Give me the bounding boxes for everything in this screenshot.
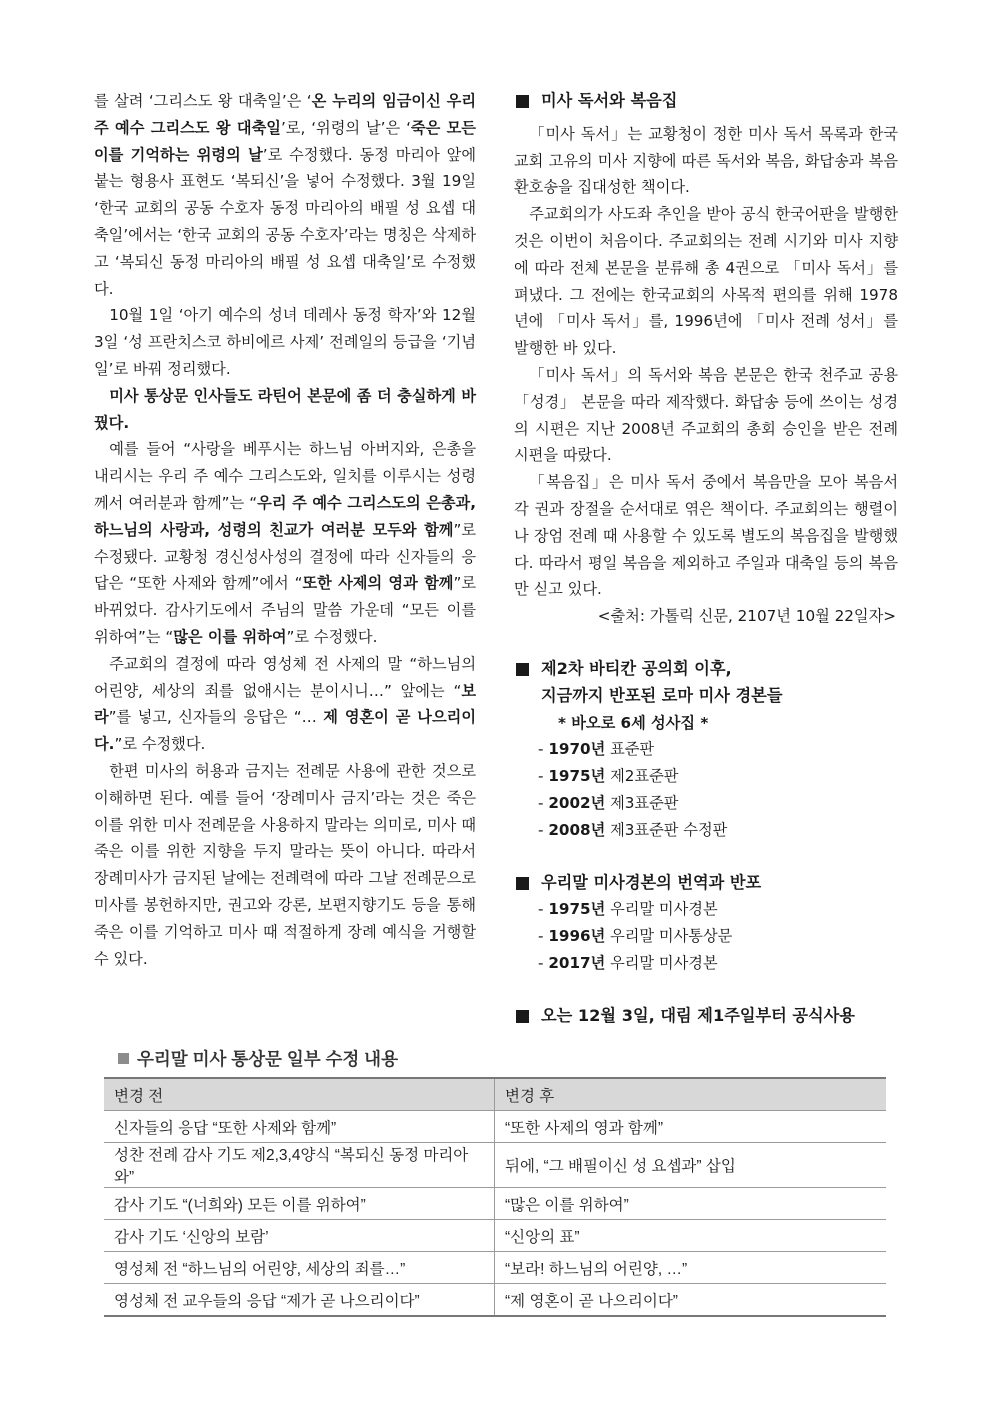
changes-table-section bbox=[104, 1046, 886, 1317]
spacer bbox=[514, 844, 898, 870]
section-heading-missals bbox=[514, 656, 898, 710]
square-bullet-icon bbox=[516, 95, 529, 108]
subheading-paul-vi: * 바오로 6세 성사집 * bbox=[558, 713, 709, 732]
cell-after: “보라! 하느님의 어린양, …” bbox=[495, 1252, 887, 1284]
section-heading-official-use bbox=[514, 1003, 898, 1030]
item-text: 우리말 미사경본 bbox=[605, 953, 718, 972]
bold-text-run: 제 영혼이 곧 나으리이다. bbox=[94, 708, 476, 754]
bold-text-run: 보라 bbox=[94, 681, 476, 727]
year: 2017년 bbox=[548, 953, 606, 972]
year: 1970년 bbox=[548, 740, 606, 759]
paragraph-feast-names bbox=[94, 88, 476, 302]
dash: - bbox=[538, 927, 549, 946]
bold-text-run: 온 누리의 임금이신 우리 주 예수 그리스도 왕 대축일 bbox=[94, 92, 476, 137]
changes-table bbox=[104, 1077, 886, 1317]
year: 1996년 bbox=[548, 927, 606, 946]
paragraph-bible-text: 「미사 독서」의 독서와 복음 본문은 한국 천주교 공용 「성경」 본문을 따라 제작했다. 화답송 등에 쓰이는 성경의 시편은 지난 2008년 주교회의 총회 승인을 받은 전례 시편을 따랐다. bbox=[514, 365, 898, 465]
bold-text-run: 또한 사제의 영과 함께 bbox=[302, 574, 454, 593]
table-row bbox=[104, 1188, 886, 1220]
text-run: 를 살려 ‘그리스도 왕 대축일’은 ‘ bbox=[94, 92, 312, 110]
section-heading-readings bbox=[514, 88, 898, 115]
square-bullet-icon bbox=[516, 877, 529, 890]
list-item bbox=[538, 950, 898, 977]
text-run: ”로 수정했다. bbox=[114, 735, 206, 754]
dash: - bbox=[538, 820, 549, 839]
left-column bbox=[94, 88, 476, 972]
item-text: 우리말 미사통상문 bbox=[605, 927, 733, 946]
item-text: 제3표준판 bbox=[605, 793, 679, 812]
table-row bbox=[104, 1284, 886, 1317]
cell-before: 성찬 전례 감사 기도 제2,3,4양식 “복되신 동정 마리아와” bbox=[104, 1143, 495, 1188]
dash: - bbox=[538, 900, 549, 919]
text-run: ”로 수정됐다. 교황청 경신성사성의 결정에 따라 신자들의 응답은 “또한 사제와 함께”에서 “ bbox=[94, 520, 476, 593]
item-text: 표준판 bbox=[605, 740, 655, 759]
square-bullet-icon bbox=[118, 1053, 129, 1064]
table-row bbox=[104, 1220, 886, 1252]
bold-text-run: 우리 주 예수 그리스도의 은총과, 하느님의 사랑과, 성령의 친교가 여러분 모두와 함께 bbox=[94, 493, 476, 539]
cell-after: “신앙의 표” bbox=[495, 1220, 887, 1252]
table-row bbox=[104, 1143, 886, 1188]
source-citation: <출처: 가톨릭 신문, 2107년 10월 22일자> bbox=[597, 607, 896, 626]
paragraph-lectionary: 「미사 독서」는 교황청이 정한 미사 독서 목록과 한국교회 고유의 미사 지향에 따른 독서와 복음, 화답송과 복음 환호송을 집대성한 책이다. bbox=[514, 124, 898, 197]
header-after: 변경 후 bbox=[495, 1078, 887, 1111]
text-run: 주교회의 결정에 따라 영성체 전 사제의 말 “하느님의 어린양, 세상의 죄를 없애시는 분이시니…” 앞에는 “ bbox=[94, 654, 476, 700]
year: 2008년 bbox=[548, 820, 606, 839]
section-heading-korean-missals bbox=[514, 870, 898, 897]
paragraph-communion bbox=[94, 651, 476, 758]
table-row bbox=[104, 1252, 886, 1284]
table-row bbox=[104, 1111, 886, 1143]
cell-before: 신자들의 응답 “또한 사제와 함께” bbox=[104, 1111, 495, 1143]
heading-line: 제2차 바티칸 공의회 이후, bbox=[541, 658, 732, 678]
bold-text-run: 많은 이를 위하여 bbox=[173, 627, 287, 646]
text-run: 예를 들어 “사랑을 베푸시는 하느님 아버지와, 은총을 내리시는 우리 주 예수 그리스도와, 일치를 이루시는 성령께서 여러분과 함께”는 “ bbox=[94, 440, 476, 512]
list-item bbox=[538, 817, 898, 844]
paragraph-gospel-book: 「복음집」은 미사 독서 중에서 복음만을 모아 복음서 각 권과 장절을 순서대로 엮은 책이다. 주교회의는 행렬이나 장엄 전례 때 사용할 수 있도록 별도의 복음집을 발행했다. 따라서 평일 복음을 제외하고 주일과 대축일 등의 복음만 싣고 있다. bbox=[514, 473, 898, 599]
dash: - bbox=[538, 793, 549, 812]
cell-before: 감사 기도 “(너희와) 모든 이를 위하여” bbox=[104, 1188, 495, 1220]
paragraph-funeral-mass: 한편 미사의 허용과 금지는 전례문 사용에 관한 것으로 이해하면 된다. 예를 들어 ‘장례미사 금지’라는 것은 죽은 이를 위한 미사 전례문을 사용하지 말라는 의미로, 미사 때 죽은 이를 위한 지향을 두지 말라는 뜻이 아니다. 따라서 장례미사가 금지된 날에는 전례력에 따라 그날 전례문으로 미사를 봉헌하지만, 권고와 강론, 보편지향기도 등을 통해 죽은 이를 기억하고 미사 때 적절하게 장례 예식을 거행할 수 있다. bbox=[94, 761, 476, 968]
table-header-row bbox=[104, 1078, 886, 1111]
year: 2002년 bbox=[548, 793, 606, 812]
cell-after: “제 영혼이 곧 나으리이다” bbox=[495, 1284, 887, 1317]
cell-after: “또한 사제의 영과 함께” bbox=[495, 1111, 887, 1143]
text-run: ”로 바뀌었다. 감사기도에서 주님의 말씀 가운데 “모든 이를 위하여”는 “ bbox=[94, 574, 476, 646]
heading-text: 우리말 미사경본의 번역과 반포 bbox=[541, 872, 762, 892]
cell-before: 영성체 전 교우들의 응답 “제가 곧 나으리이다” bbox=[104, 1284, 495, 1317]
dash: - bbox=[538, 740, 549, 759]
spacer bbox=[514, 630, 898, 656]
paragraph-greetings-heading: 미사 통상문 인사들도 라틴어 본문에 좀 더 충실하게 바꿨다. bbox=[94, 386, 476, 432]
paragraph-memorial-days: 10월 1일 ‘아기 예수의 성녀 데레사 동정 학자’와 12월 3일 ‘성 프란치스코 하비에르 사제’ 전례일의 등급을 ‘기념일’로 바꿔 정리했다. bbox=[94, 306, 476, 378]
year: 1975년 bbox=[548, 900, 606, 919]
header-before: 변경 전 bbox=[104, 1078, 495, 1111]
paragraph-korean-edition: 주교회의가 사도좌 추인을 받아 공식 한국어판을 발행한 것은 이번이 처음이다. 주교회의는 전례 시기와 미사 지향에 따라 전체 본문을 분류해 총 4권으로 「미사 독서」를 펴냈다. 그 전에는 한국교회의 사목적 편의를 위해 1978년에 「미사 독서」를, 1996년에 「미사 전례 성서」를 발행한 바 있다. bbox=[514, 205, 898, 358]
square-bullet-icon bbox=[516, 1010, 529, 1023]
year: 1975년 bbox=[548, 767, 606, 786]
spacer bbox=[514, 977, 898, 1003]
list-item bbox=[538, 896, 898, 923]
list-item bbox=[538, 790, 898, 817]
item-text: 제3표준판 수정판 bbox=[605, 820, 728, 839]
heading-text: 미사 독서와 복음집 bbox=[541, 91, 678, 110]
list-item bbox=[538, 736, 898, 763]
cell-before: 감사 기도 ‘신앙의 보람’ bbox=[104, 1220, 495, 1252]
list-item bbox=[538, 763, 898, 790]
table-title bbox=[118, 1046, 886, 1071]
item-text: 제2표준판 bbox=[605, 767, 679, 786]
list-item bbox=[538, 923, 898, 950]
text-run: ”를 넣고, 신자들의 응답은 “… bbox=[108, 708, 324, 727]
cell-after: 뒤에, “그 배필이신 성 요셉과” 삽입 bbox=[495, 1143, 887, 1188]
cell-before: 영성체 전 “하느님의 어린양, 세상의 죄를…” bbox=[104, 1252, 495, 1284]
dash: - bbox=[538, 767, 549, 786]
cell-after: “많은 이를 위하여” bbox=[495, 1188, 887, 1220]
heading-text: 오는 12월 3일, 대림 제1주일부터 공식사용 bbox=[541, 1005, 855, 1025]
text-run: ’로, ‘위령의 날’은 ‘ bbox=[280, 118, 411, 137]
paragraph-greetings-examples bbox=[94, 436, 476, 650]
bold-text-run: 죽은 모든 이를 기억하는 위령의 날 bbox=[94, 118, 476, 164]
heading-line: 지금까지 반포된 로마 미사 경본들 bbox=[541, 685, 783, 705]
heading-text bbox=[541, 656, 898, 710]
korean-missals-list bbox=[514, 896, 898, 976]
square-bullet-icon bbox=[516, 663, 529, 676]
item-text: 우리말 미사경본 bbox=[605, 900, 718, 919]
text-run: ’로 수정했다. 동정 마리아 앞에 붙는 형용사 표현도 ‘복되신’을 넣어 수정했다. 3월 19일 ‘한국 교회의 공동 수호자 동정 마리아의 배필 성 요셉 대축일’에서는 ‘한국 교회의 공동 수호자’라는 명칭은 삭제하고 ‘복되신 동정 마리아의 배필 성 요셉 대축일’로 수정했다. bbox=[94, 145, 476, 298]
missal-editions-list bbox=[514, 736, 898, 843]
text-run: ”로 수정했다. bbox=[286, 627, 378, 646]
right-column bbox=[514, 88, 898, 1030]
dash: - bbox=[538, 953, 549, 972]
table-title-text: 우리말 미사 통상문 일부 수정 내용 bbox=[137, 1049, 398, 1069]
